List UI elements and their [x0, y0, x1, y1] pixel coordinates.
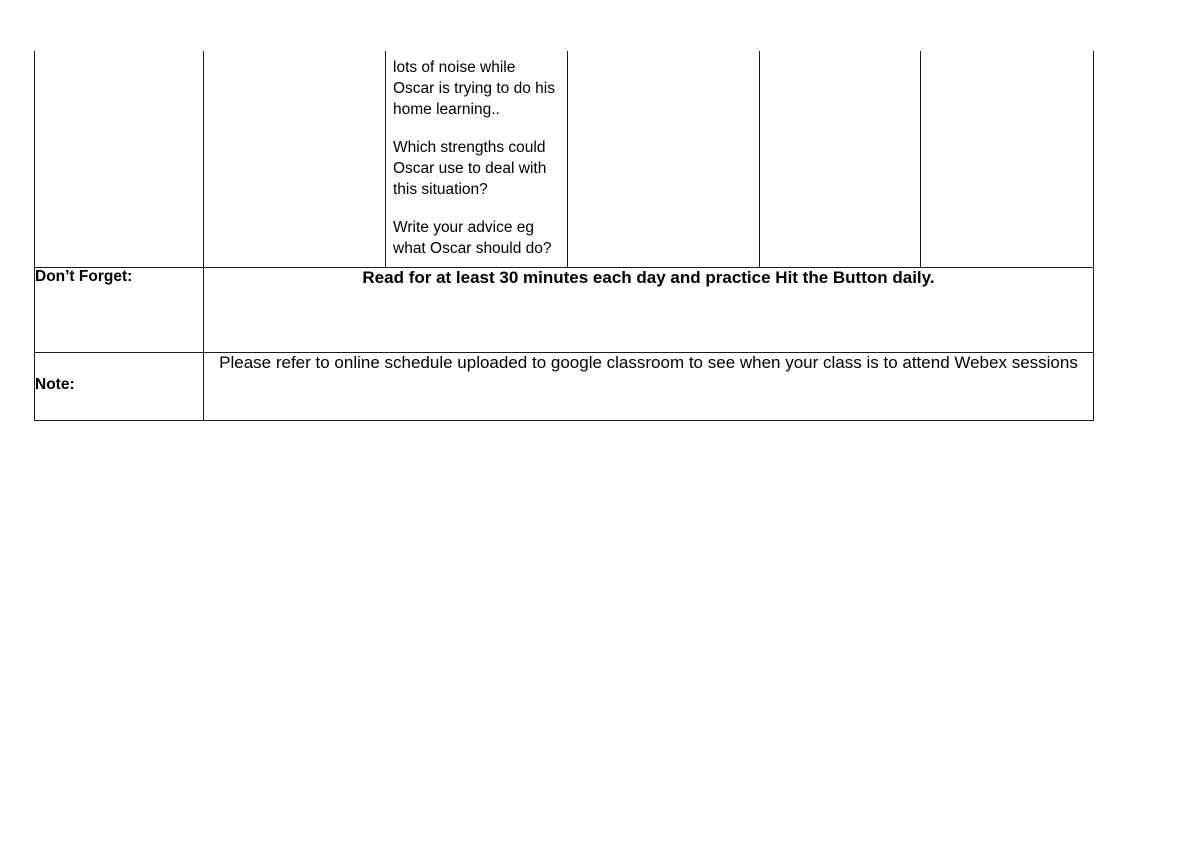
- empty-cell: [35, 51, 204, 267]
- empty-cell: [921, 51, 1094, 267]
- task-text: [386, 51, 567, 266]
- dont-forget-row: [35, 267, 1094, 352]
- dont-forget-text: Read for at least 30 minutes each day and practice Hit the Button daily.: [204, 267, 1094, 352]
- note-text: Please refer to online schedule uploaded to google classroom to see when your class is to attend Webex sessions: [204, 352, 1094, 420]
- empty-cell: [204, 51, 386, 267]
- task-cell: [386, 51, 568, 267]
- weekly-plan-table: [34, 51, 1094, 421]
- dont-forget-label: Don’t Forget:: [35, 267, 204, 352]
- note-label: Note:: [35, 352, 204, 420]
- note-row: [35, 352, 1094, 420]
- task-paragraph: Write your advice eg what Oscar should do?: [393, 219, 552, 257]
- task-paragraph: Which strengths could Oscar use to deal with this situation?: [393, 139, 547, 198]
- task-paragraph: lots of noise while Oscar is trying to do his home learning..: [393, 59, 555, 118]
- empty-cell: [568, 51, 760, 267]
- task-row: [35, 51, 1094, 267]
- empty-cell: [760, 51, 921, 267]
